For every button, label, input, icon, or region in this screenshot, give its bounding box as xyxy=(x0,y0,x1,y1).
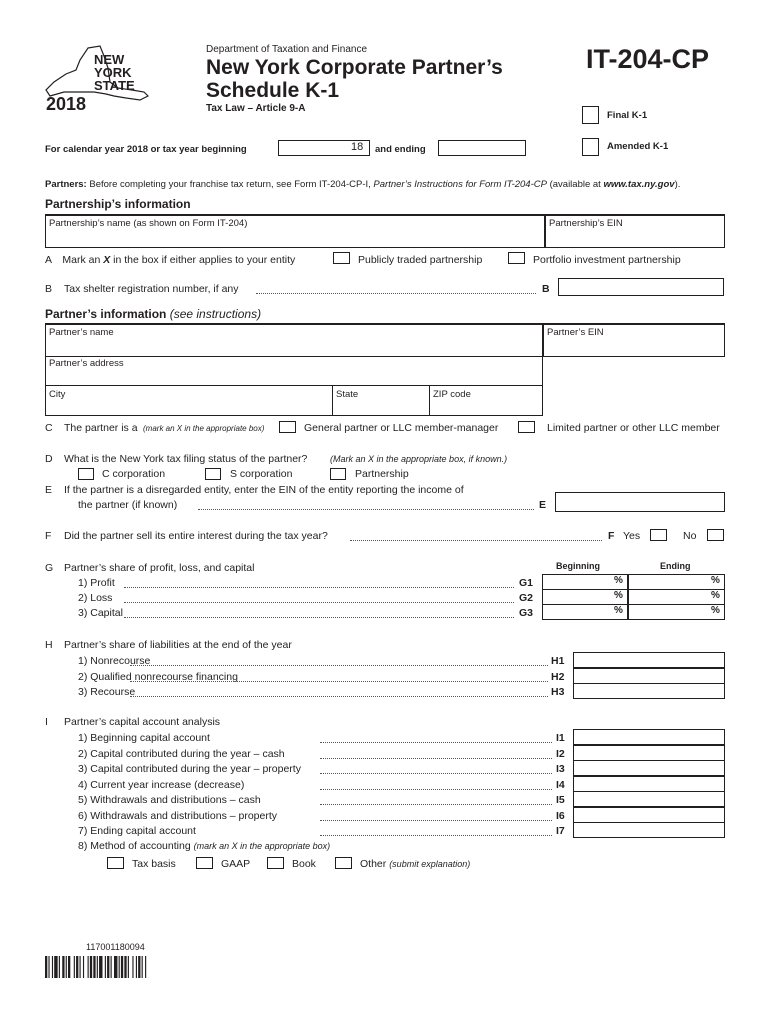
barcode-bar xyxy=(142,956,143,978)
state-line1: NEW xyxy=(94,52,125,67)
and-ending-label: and ending xyxy=(375,144,426,155)
tax-basis-label: Tax basis xyxy=(132,858,176,870)
line-a-letter: A xyxy=(45,254,52,266)
partner-name-label: Partner’s name xyxy=(49,327,114,338)
i-row-amount-field[interactable] xyxy=(573,822,725,838)
line-g-col-beginning: Beginning xyxy=(556,561,600,571)
barcode-bar xyxy=(88,956,89,978)
tax-shelter-number-field[interactable] xyxy=(558,278,724,296)
i-row-amount-field[interactable] xyxy=(573,791,725,807)
partner-address-label: Partner’s address xyxy=(49,358,124,369)
g-row-leader xyxy=(124,617,514,618)
line-h-text: Partner’s share of liabilities at the end of the year xyxy=(64,639,292,651)
partners-note-text1: Before completing your franchise tax return, see Form IT-204-CP-I, xyxy=(86,179,374,190)
i-row-amount-field[interactable] xyxy=(573,760,725,776)
i-row-leader xyxy=(320,742,552,743)
i-row-code: I1 xyxy=(556,732,565,744)
i-row-label: 5) Withdrawals and distributions – cash xyxy=(78,794,261,806)
i-row-code: I7 xyxy=(556,825,565,837)
i-row-code: I4 xyxy=(556,778,565,791)
barcode-bar xyxy=(136,956,137,978)
line-g-letter: G xyxy=(45,562,54,574)
i-row-leader xyxy=(320,773,552,774)
general-partner-checkbox[interactable] xyxy=(279,421,296,433)
line-i-text: Partner’s capital account analysis xyxy=(64,716,221,728)
g-row-beginning-pct: % xyxy=(614,590,623,601)
g-row-beginning-pct: % xyxy=(614,575,623,586)
partner-info-heading xyxy=(45,307,261,321)
line-b-code: B xyxy=(542,283,550,295)
barcode-bar xyxy=(111,956,112,978)
department-name: Department of Taxation and Finance xyxy=(206,44,368,55)
line-a xyxy=(45,254,295,266)
g-row-beginning-pct: % xyxy=(614,605,623,616)
barcode-bar xyxy=(97,956,98,978)
partnership-status-checkbox[interactable] xyxy=(330,468,346,480)
line-c-text: The partner is a xyxy=(64,422,138,434)
tax-law: Tax Law – Article 9-A xyxy=(206,103,306,114)
publicly-traded-label: Publicly traded partnership xyxy=(358,254,483,266)
line-a-text-pre: Mark an xyxy=(62,254,104,266)
line-e-text1: If the partner is a disregarded entity, enter the EIN of the entity reporting the income of xyxy=(64,484,464,496)
method-label: 8) Method of accounting xyxy=(78,840,191,852)
partnership-status-label: Partnership xyxy=(355,468,409,480)
h-row-leader xyxy=(130,665,548,666)
barcode-bar xyxy=(93,956,95,978)
barcode-bar xyxy=(52,956,53,978)
partner-city-label: City xyxy=(49,389,66,400)
other-label-text: Other xyxy=(360,858,387,870)
form-number: IT-204-CP xyxy=(586,44,710,74)
disregarded-entity-ein-field[interactable] xyxy=(555,492,725,512)
barcode-bar xyxy=(124,956,126,978)
line-e-text2: the partner (if known) xyxy=(78,499,178,511)
line-a-text-post: in the box if either applies to your entity xyxy=(110,254,296,266)
g-row-ending-pct: % xyxy=(711,605,720,616)
barcode-bar xyxy=(114,956,117,978)
h-row-code: H1 xyxy=(551,655,565,667)
partner-state-label: State xyxy=(336,389,359,400)
g-row-leader xyxy=(124,602,514,603)
i-row-amount-field[interactable] xyxy=(573,776,725,792)
g-row-code: G3 xyxy=(519,607,534,619)
amended-k1-label: Amended K-1 xyxy=(607,141,669,152)
line-e-leader xyxy=(198,509,534,510)
barcode-bar xyxy=(99,956,102,978)
h-row-amount-field[interactable] xyxy=(573,652,725,668)
line-h-letter: H xyxy=(45,639,53,651)
form-year: 2018 xyxy=(46,94,87,114)
h-row-amount-field[interactable] xyxy=(573,683,725,699)
line-f-letter: F xyxy=(45,530,52,542)
barcode-bar xyxy=(62,956,64,978)
barcode-bar xyxy=(59,956,60,978)
partner-name-field[interactable] xyxy=(45,324,543,357)
line-e-letter: E xyxy=(45,484,53,496)
barcode-bar xyxy=(80,956,81,978)
barcode-bar xyxy=(54,956,57,978)
amended-k1-checkbox[interactable] xyxy=(582,138,599,156)
i-row-code: I2 xyxy=(556,747,565,760)
partner-info-heading-text: Partner’s information xyxy=(45,307,167,321)
line-f-leader xyxy=(350,540,602,541)
i-row-leader xyxy=(320,835,552,836)
barcode-bar xyxy=(128,956,129,978)
partner-zip-label: ZIP code xyxy=(433,389,471,400)
line-f-text: Did the partner sell its entire interest during the tax year? xyxy=(64,530,328,542)
tax-year-suffix: 18 xyxy=(351,141,364,153)
barcode-bar xyxy=(74,956,75,978)
barcode-bar xyxy=(76,956,78,978)
barcode-bar xyxy=(107,956,109,978)
i-row-label: 4) Current year increase (decrease) xyxy=(78,778,245,791)
i-row-label: 7) Ending capital account xyxy=(78,825,196,837)
partnership-ein-label: Partnership’s EIN xyxy=(549,218,623,229)
barcode-bar xyxy=(121,956,123,978)
line-c-note: (mark an X in the appropriate box) xyxy=(143,424,265,433)
partner-city-field[interactable] xyxy=(45,385,333,416)
other-label-note: (submit explanation) xyxy=(389,859,471,869)
other-label xyxy=(360,858,470,870)
barcode-bar xyxy=(119,956,120,978)
general-partner-label: General partner or LLC member-manager xyxy=(304,422,499,434)
i-row-leader xyxy=(320,758,552,759)
final-k1-checkbox[interactable] xyxy=(582,106,599,124)
i-row-leader xyxy=(320,789,552,790)
i-row-amount-field[interactable] xyxy=(573,807,725,823)
book-checkbox[interactable] xyxy=(267,857,284,869)
partners-note xyxy=(45,179,680,190)
line-d-text: What is the New York tax filing status of the partner? xyxy=(64,453,308,465)
line-f-yes-label: Yes xyxy=(623,530,641,542)
i-row-leader xyxy=(320,820,552,821)
barcode-bar xyxy=(145,956,146,978)
h-row-leader xyxy=(130,696,548,697)
barcode-bar xyxy=(138,956,140,978)
partners-note-bold: Partners: xyxy=(45,179,87,190)
line-a-x: X xyxy=(103,254,111,266)
barcode-number: 117001180094 xyxy=(86,942,145,952)
book-label: Book xyxy=(292,858,316,870)
barcode-bar xyxy=(48,956,49,978)
partners-note-italic: Partner’s Instructions for Form IT-204-CP xyxy=(373,179,547,190)
line-b-leader xyxy=(256,293,536,294)
form-title-line2: Schedule K-1 xyxy=(206,79,340,102)
i-row-label: 6) Withdrawals and distributions – property xyxy=(78,809,278,822)
s-corporation-checkbox[interactable] xyxy=(205,468,221,480)
i-row-amount-field[interactable] xyxy=(573,745,725,761)
line-e-code: E xyxy=(539,499,547,511)
i-row-label: 2) Capital contributed during the year – cash xyxy=(78,747,285,760)
line-i-letter: I xyxy=(45,716,48,728)
g-row-ending-pct: % xyxy=(711,590,720,601)
publicly-traded-checkbox[interactable] xyxy=(333,252,350,264)
partnership-info-heading: Partnership’s information xyxy=(45,197,191,211)
partner-info-heading-note: (see instructions) xyxy=(169,307,262,321)
partner-ein-label: Partner’s EIN xyxy=(547,327,604,338)
partners-note-url[interactable]: www.tax.ny.gov xyxy=(603,179,675,190)
portfolio-investment-checkbox[interactable] xyxy=(508,252,525,264)
line-f-code: F xyxy=(608,530,615,542)
state-line3: STATE xyxy=(94,78,135,93)
g-row-code: G2 xyxy=(519,592,534,604)
barcode-bar xyxy=(90,956,92,978)
line-g-text: Partner’s share of profit, loss, and capital xyxy=(64,562,255,574)
h-row-code: H2 xyxy=(551,670,565,683)
barcode-bar xyxy=(45,956,47,978)
partners-note-text2: (available at xyxy=(546,179,604,190)
form-title-line1: New York Corporate Partner’s xyxy=(206,56,503,79)
line-f-no-label: No xyxy=(683,530,697,542)
g-row-leader xyxy=(124,587,514,588)
barcode-bar xyxy=(68,956,70,978)
line-g-col-ending: Ending xyxy=(660,561,691,571)
g-row-label: 1) Profit xyxy=(78,577,115,589)
gaap-checkbox[interactable] xyxy=(196,857,213,869)
barcode-bar xyxy=(105,956,106,978)
c-corporation-checkbox[interactable] xyxy=(78,468,94,480)
g-row-code: G1 xyxy=(519,577,534,589)
h-row-leader xyxy=(130,681,548,682)
method-of-accounting xyxy=(78,840,330,852)
h-row-label: 2) Qualified nonrecourse financing xyxy=(78,670,238,683)
i-row-code: I3 xyxy=(556,763,565,775)
line-d-letter: D xyxy=(45,453,53,465)
c-corporation-label: C corporation xyxy=(102,468,166,480)
line-d-note: (Mark an X in the appropriate box, if known.) xyxy=(330,454,508,464)
barcode-icon xyxy=(45,956,195,978)
portfolio-investment-label: Portfolio investment partnership xyxy=(533,254,681,266)
limited-partner-label: Limited partner or other LLC member xyxy=(547,422,720,434)
partners-note-text3: ). xyxy=(674,179,681,190)
other-checkbox[interactable] xyxy=(335,857,352,869)
sold-interest-no-checkbox[interactable] xyxy=(707,529,724,541)
i-row-label: 1) Beginning capital account xyxy=(78,732,210,744)
barcode-bar xyxy=(83,956,84,978)
limited-partner-checkbox[interactable] xyxy=(518,421,535,433)
s-corporation-label: S corporation xyxy=(230,468,293,480)
barcode-bar xyxy=(66,956,67,978)
h-row-label: 1) Nonrecourse xyxy=(78,655,151,667)
i-row-amount-field[interactable] xyxy=(573,729,725,745)
partnership-name-label: Partnership’s name (as shown on Form IT-204) xyxy=(49,218,248,229)
line-c-letter: C xyxy=(45,422,53,434)
barcode-bar xyxy=(132,956,133,978)
i-row-code: I6 xyxy=(556,809,565,822)
i-row-label: 3) Capital contributed during the year – property xyxy=(78,763,301,775)
g-row-label: 2) Loss xyxy=(78,592,113,604)
final-k1-label: Final K-1 xyxy=(607,110,648,121)
tax-basis-checkbox[interactable] xyxy=(107,857,124,869)
h-row-amount-field[interactable] xyxy=(573,668,725,684)
method-note: (mark an X in the appropriate box) xyxy=(193,841,331,851)
i-row-code: I5 xyxy=(556,794,565,806)
h-row-code: H3 xyxy=(551,686,565,698)
sold-interest-yes-checkbox[interactable] xyxy=(650,529,667,541)
g-row-label: 3) Capital xyxy=(78,607,123,619)
i-row-leader xyxy=(320,804,552,805)
h-row-label: 3) Recourse xyxy=(78,686,136,698)
line-b-text: Tax shelter registration number, if any xyxy=(64,283,239,295)
tax-year-end-field[interactable] xyxy=(438,140,526,156)
nys-logo xyxy=(44,44,154,114)
tax-year-label: For calendar year 2018 or tax year beginning xyxy=(45,144,247,155)
g-row-ending-pct: % xyxy=(711,575,720,586)
state-line2: YORK xyxy=(94,65,132,80)
gaap-label: GAAP xyxy=(221,858,251,870)
line-b-letter: B xyxy=(45,283,53,295)
